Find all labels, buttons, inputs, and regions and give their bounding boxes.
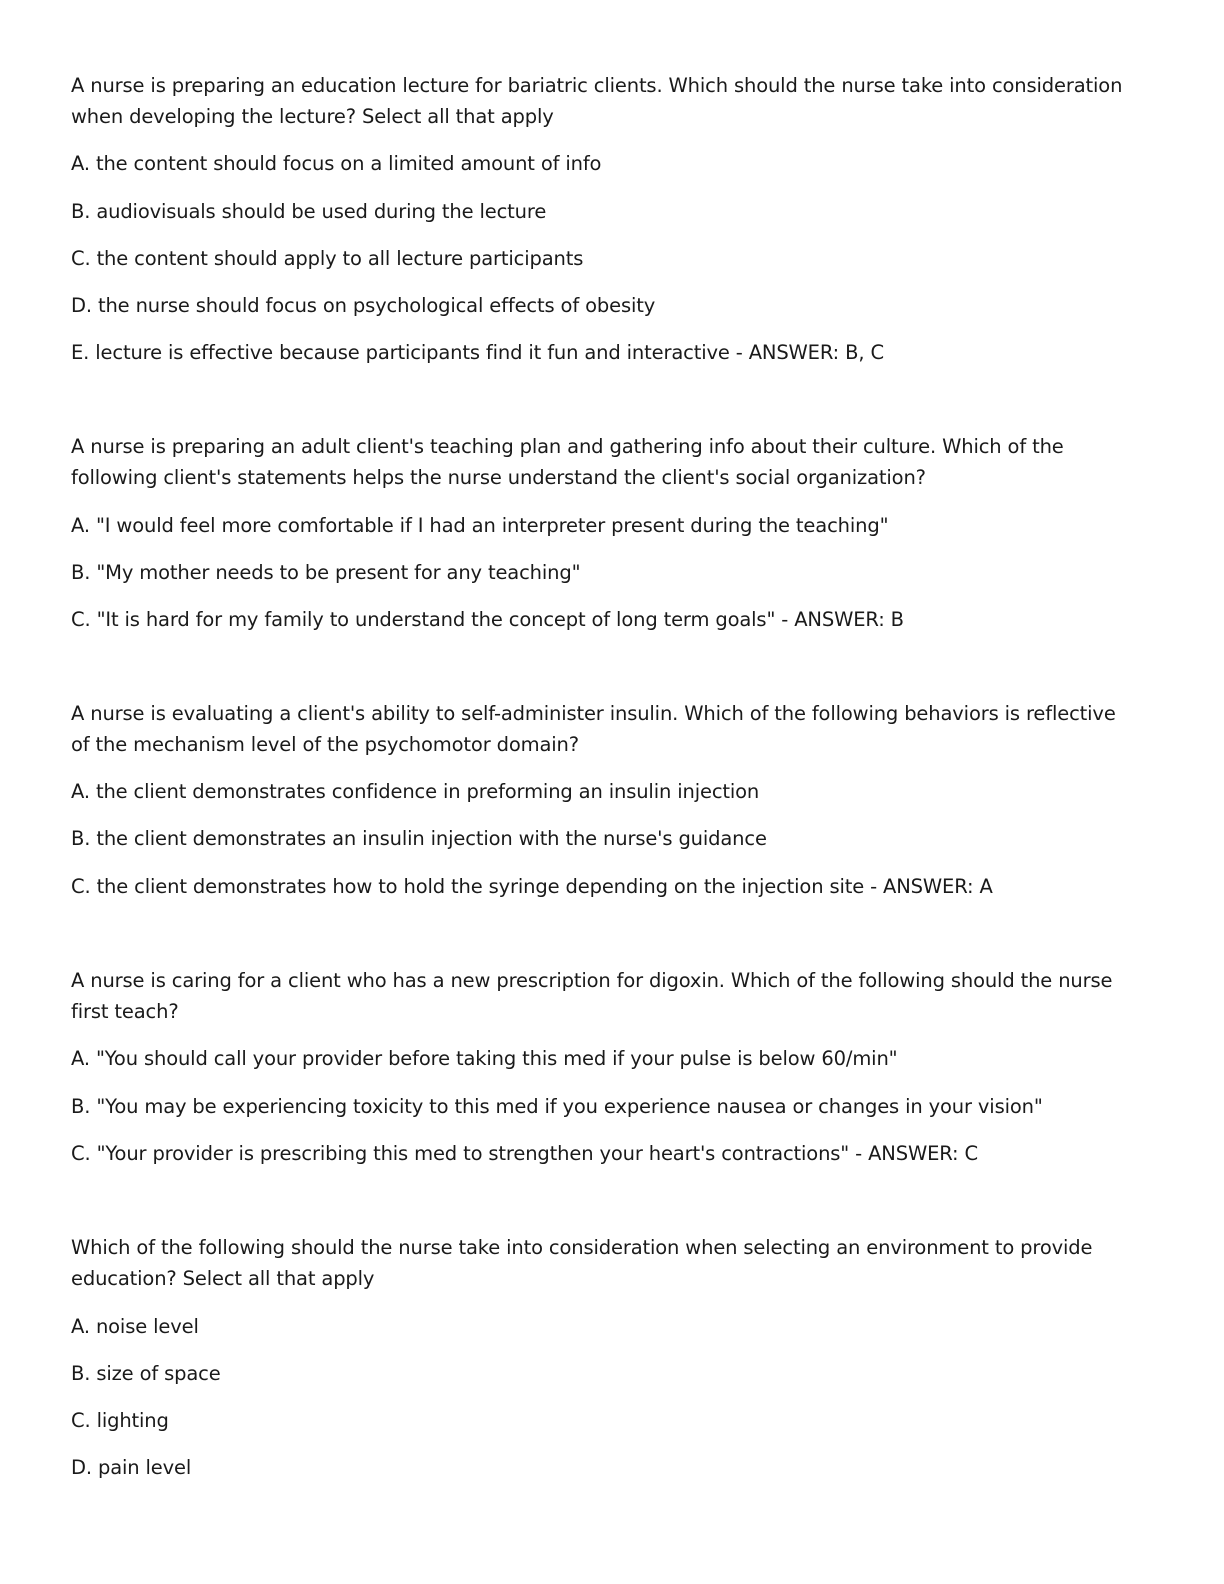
answer-option: B. the client demonstrates an insulin injection with the nurse's guidance [71, 827, 767, 850]
answer-option: A. "I would feel more comfortable if I had an interpreter present during the teaching" [71, 514, 889, 537]
question-stem: when developing the lecture? Select all that apply [71, 105, 554, 128]
answer-option: E. lecture is effective because participants find it fun and interactive - ANSWER: B, C [71, 341, 884, 364]
answer-option: B. audiovisuals should be used during the lecture [71, 200, 547, 223]
question-stem: A nurse is caring for a client who has a new prescription for digoxin. Which of the following should the nurse [71, 969, 1113, 992]
answer-option: A. noise level [71, 1315, 199, 1338]
question-stem: following client's statements helps the nurse understand the client's social organization? [71, 466, 926, 489]
answer-option: B. size of space [71, 1362, 221, 1385]
question-stem: Which of the following should the nurse take into consideration when selecting an environment to provide [71, 1236, 1093, 1259]
question-stem: A nurse is evaluating a client's ability to self-administer insulin. Which of the following behaviors is reflective [71, 702, 1116, 725]
answer-option: C. the content should apply to all lecture participants [71, 247, 584, 270]
answer-option: A. "You should call your provider before taking this med if your pulse is below 60/min" [71, 1047, 898, 1070]
question-stem: education? Select all that apply [71, 1267, 375, 1290]
answer-option: C. the client demonstrates how to hold the syringe depending on the injection site - ANSWER: A [71, 875, 993, 898]
answer-option: D. pain level [71, 1456, 192, 1479]
answer-option: B. "You may be experiencing toxicity to this med if you experience nausea or changes in your vision" [71, 1095, 1043, 1118]
answer-option: C. "It is hard for my family to understand the concept of long term goals" - ANSWER: B [71, 608, 904, 631]
question-stem: first teach? [71, 1000, 179, 1023]
answer-option: A. the content should focus on a limited amount of info [71, 152, 602, 175]
question-stem: A nurse is preparing an education lecture for bariatric clients. Which should the nurse take into consideration [71, 74, 1123, 97]
question-stem: A nurse is preparing an adult client's teaching plan and gathering info about their culture. Which of the [71, 435, 1064, 458]
answer-option: B. "My mother needs to be present for any teaching" [71, 561, 581, 584]
answer-option: C. lighting [71, 1409, 169, 1432]
answer-option: C. "Your provider is prescribing this med to strengthen your heart's contractions" - ANSWER: C [71, 1142, 978, 1165]
question-stem: of the mechanism level of the psychomotor domain? [71, 733, 579, 756]
answer-option: A. the client demonstrates confidence in preforming an insulin injection [71, 780, 760, 803]
answer-option: D. the nurse should focus on psychological effects of obesity [71, 294, 656, 317]
